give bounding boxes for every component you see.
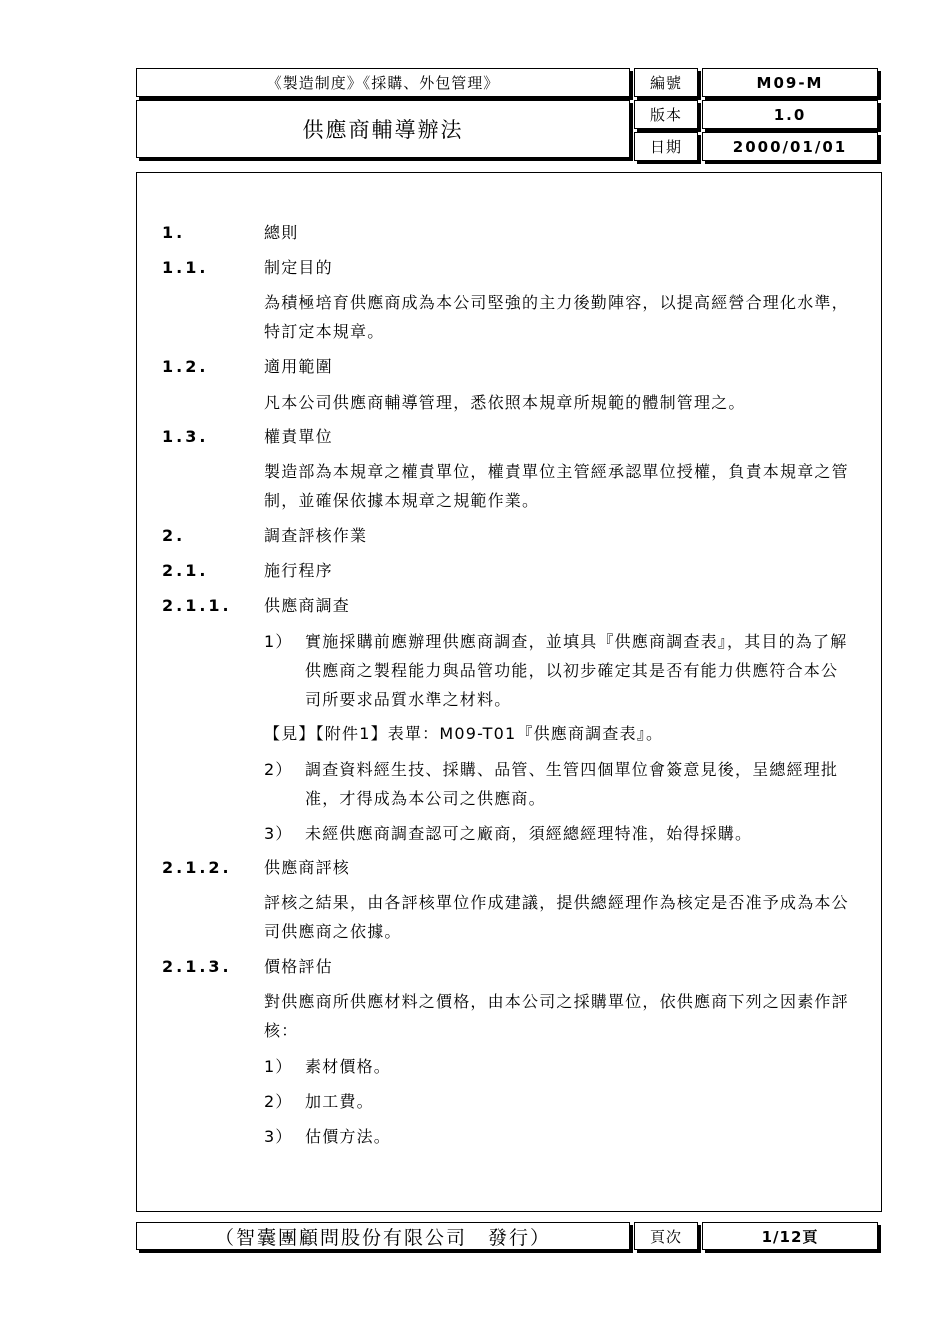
section-1-3-number: 1.3. xyxy=(162,427,209,446)
section-1-2-text: 凡本公司供應商輔導管理，悉依照本規章所規範的體制管理之。 xyxy=(264,393,746,412)
survey-attachment-reference: 【見】【附件1】表單：M09-T01『供應商調查表』。 xyxy=(264,724,664,743)
version-value: 1.0 xyxy=(702,100,878,129)
price-item-1-number: 1） xyxy=(264,1057,293,1076)
section-2-1-2-title: 供應商評核 xyxy=(264,858,351,877)
price-item-3-text: 估價方法。 xyxy=(305,1127,392,1146)
section-1-2-number: 1.2. xyxy=(162,357,209,376)
price-item-1-text: 素材價格。 xyxy=(305,1057,392,1076)
survey-item-3-number: 3） xyxy=(264,824,293,843)
section-1-title: 總則 xyxy=(264,223,299,242)
section-2-title: 調查評核作業 xyxy=(264,526,368,545)
section-2-1-3-title: 價格評估 xyxy=(264,957,333,976)
document-title: 供應商輔導辦法 xyxy=(136,100,630,158)
code-label: 編號 xyxy=(634,68,698,97)
survey-item-2-text: 調查資料經生技、採購、品管、生管四個單位會簽意見後，呈總經理批准，才得成為本公司之供應商。 xyxy=(305,760,839,808)
date-label: 日期 xyxy=(634,132,698,161)
version-label: 版本 xyxy=(634,100,698,129)
footer-publisher: （智囊團顧問股份有限公司 發行） xyxy=(136,1222,630,1250)
survey-item-1-number: 1） xyxy=(264,632,293,651)
section-2-1-1-title: 供應商調查 xyxy=(264,596,351,615)
date-value: 2000/01/01 xyxy=(702,132,878,161)
section-2-1-1-number: 2.1.1. xyxy=(162,596,232,615)
section-1-3-title: 權責單位 xyxy=(264,427,333,446)
section-2-1-3-text: 對供應商所供應材料之價格，由本公司之採購單位，依供應商下列之因素作評核： xyxy=(264,992,849,1040)
section-2-1-number: 2.1. xyxy=(162,561,209,580)
section-2-1-2-text: 評核之結果，由各評核單位作成建議，提供總經理作為核定是否准予成為本公司供應商之依據。 xyxy=(264,893,849,941)
survey-item-3-text: 未經供應商調查認可之廠商，須經總經理特准，始得採購。 xyxy=(305,824,753,843)
code-value: M09-M xyxy=(702,68,878,97)
page-label: 頁次 xyxy=(634,1222,698,1250)
survey-item-1-text: 實施採購前應辦理供應商調查，並填具『供應商調查表』，其目的為了解供應商之製程能力與品管功能，以初步確定其是否有能力供應符合本公司所要求品質水準之材料。 xyxy=(305,632,848,709)
section-1-1-text: 為積極培育供應商成為本公司堅強的主力後勤陣容，以提高經營合理化水準，特訂定本規章。 xyxy=(264,293,849,341)
section-1-3-text: 製造部為本規章之權責單位，權責單位主管經承認單位授權，負責本規章之管制，並確保依據本規章之規範作業。 xyxy=(264,462,849,510)
price-item-3-number: 3） xyxy=(264,1127,293,1146)
section-2-1-3-number: 2.1.3. xyxy=(162,957,232,976)
section-1-number: 1. xyxy=(162,223,186,242)
price-item-2-text: 加工費。 xyxy=(305,1092,374,1111)
section-1-1-number: 1.1. xyxy=(162,258,209,277)
survey-item-2-number: 2） xyxy=(264,760,293,779)
page-number: 1/12頁 xyxy=(702,1222,878,1250)
section-1-2-title: 適用範圍 xyxy=(264,357,333,376)
section-2-1-title: 施行程序 xyxy=(264,561,333,580)
section-2-1-2-number: 2.1.2. xyxy=(162,858,232,877)
section-1-1-title: 制定目的 xyxy=(264,258,333,277)
section-2-number: 2. xyxy=(162,526,186,545)
header-category: 《製造制度》《採購、外包管理》 xyxy=(136,68,630,97)
price-item-2-number: 2） xyxy=(264,1092,293,1111)
